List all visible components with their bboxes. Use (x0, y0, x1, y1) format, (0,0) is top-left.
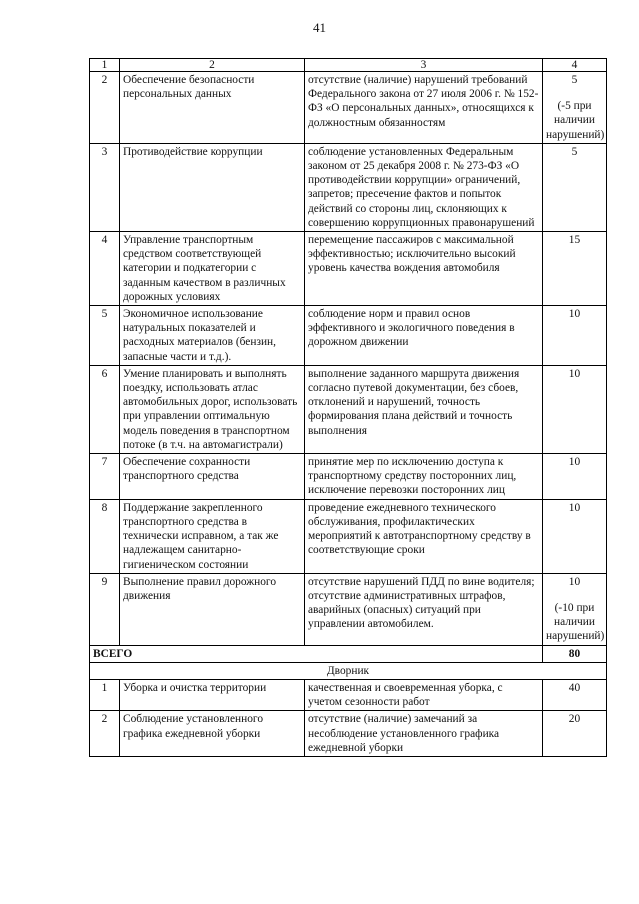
row-number: 5 (90, 306, 120, 366)
row-number: 2 (90, 711, 120, 757)
points-value: 5 (543, 143, 607, 231)
criterion-text: отсутствие нарушений ПДД по вине водителя; отсутствие административных штрафов, аварийных (опасных) ситуаций при управлении автомобилем. (305, 573, 543, 645)
header-cell: 1 (90, 59, 120, 72)
section-header-row (90, 662, 607, 679)
table-row (90, 454, 607, 500)
indicator-name: Поддержание закрепленного транспортного средства в технически исправном, а так же надлежащем санитарно-гигиеническом состоянии (120, 499, 305, 573)
row-number: 8 (90, 499, 120, 573)
criterion-text: качественная и своевременная уборка, с учетом сезонности работ (305, 679, 543, 710)
row-number: 2 (90, 72, 120, 144)
points-value: 10 (543, 365, 607, 453)
table-row (90, 711, 607, 757)
table-row (90, 679, 607, 710)
indicator-name: Экономичное использование натуральных показателей и расходных материалов (бензин, запасные части и т.д.). (120, 306, 305, 366)
indicator-name: Выполнение правил дорожного движения (120, 573, 305, 645)
section-title: Дворник (90, 662, 607, 679)
indicator-name: Обеспечение безопасности персональных данных (120, 72, 305, 144)
row-number: 9 (90, 573, 120, 645)
row-number: 4 (90, 232, 120, 306)
points-cell (543, 72, 607, 144)
criterion-text: отсутствие (наличие) замечаний за несоблюдение установленного графика ежедневной уборки (305, 711, 543, 757)
table-row (90, 143, 607, 231)
points-value: 10 (543, 454, 607, 500)
row-number: 7 (90, 454, 120, 500)
criteria-table (89, 58, 607, 757)
points-note: (-10 при наличии нарушений) (546, 601, 605, 643)
criterion-text: проведение ежедневного технического обслуживания, профилактических мероприятий к автотранспортному средству в соответствующие сроки (305, 499, 543, 573)
criterion-text: принятие мер по исключению доступа к транспортному средству посторонних лиц, исключение перевозки посторонних лиц (305, 454, 543, 500)
total-value: 80 (543, 645, 607, 662)
table-header-row (90, 59, 607, 72)
criterion-text: отсутствие (наличие) нарушений требований Федерального закона от 27 июля 2006 г. № 152-ФЗ «О персональных данных», относящихся к должностным обязанностям (305, 72, 543, 144)
points-value: 10 (543, 306, 607, 366)
indicator-name: Обеспечение сохранности транспортного средства (120, 454, 305, 500)
header-cell: 2 (120, 59, 305, 72)
table-row (90, 306, 607, 366)
points-note: (-5 при наличии нарушений) (546, 100, 605, 141)
table-row (90, 72, 607, 144)
header-cell: 4 (543, 59, 607, 72)
indicator-name: Соблюдение установленного графика ежедневной уборки (120, 711, 305, 757)
page-number: 41 (313, 20, 326, 35)
criterion-text: соблюдение установленных Федеральным законом от 25 декабря 2008 г. № 273-ФЗ «О противодействии коррупции» ограничений, запретов; пресечение фактов и попыток действий со стороны лиц, склоняющих к совершению коррупционных правонарушений (305, 143, 543, 231)
total-row (90, 645, 607, 662)
criterion-text: выполнение заданного маршрута движения согласно путевой документации, без сбоев, отклонений и нарушений, точность формирования плана действий и точность выполнения (305, 365, 543, 453)
table-row (90, 232, 607, 306)
points-value: 20 (543, 711, 607, 757)
row-number: 6 (90, 365, 120, 453)
points-value: 10 (543, 499, 607, 573)
header-cell: 3 (305, 59, 543, 72)
table-row (90, 573, 607, 645)
total-label: ВСЕГО (90, 645, 543, 662)
row-number: 1 (90, 679, 120, 710)
indicator-name: Умение планировать и выполнять поездку, использовать атлас автомобильных дорог, использовать при управлении оптимальную модель поведения в транспортном потоке (в т.ч. на автомагистрали) (120, 365, 305, 453)
indicator-name: Уборка и очистка территории (120, 679, 305, 710)
points-value: 15 (543, 232, 607, 306)
points-value: 5 (571, 74, 578, 86)
indicator-name: Управление транспортным средством соответствующей категории и подкатегории с заданным качеством в различных дорожных условиях (120, 232, 305, 306)
points-value: 40 (543, 679, 607, 710)
criterion-text: соблюдение норм и правил основ эффективного и экологичного поведения в дорожном движении (305, 306, 543, 366)
points-cell (543, 573, 607, 645)
criterion-text: перемещение пассажиров с максимальной эффективностью; исключительно высокий уровень качества вождения автомобиля (305, 232, 543, 306)
table-row (90, 365, 607, 453)
row-number: 3 (90, 143, 120, 231)
table-row (90, 499, 607, 573)
points-value: 10 (568, 575, 581, 588)
indicator-name: Противодействие коррупции (120, 143, 305, 231)
